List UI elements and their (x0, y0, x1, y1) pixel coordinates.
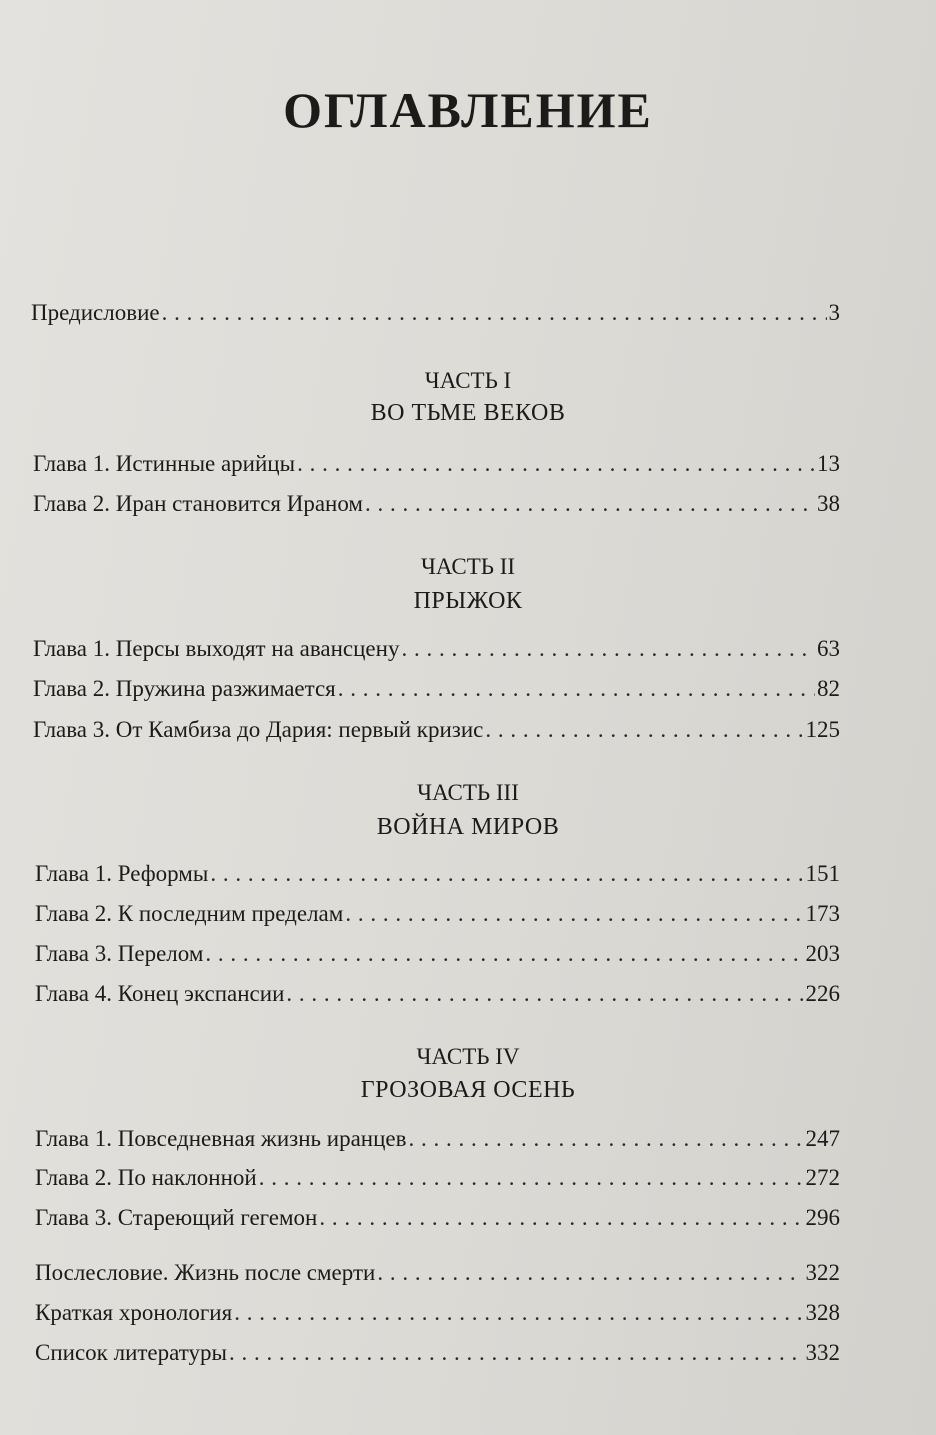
toc-entry (33, 674, 840, 704)
toc-entry (33, 449, 840, 479)
part-heading: ЧАСТЬ II (420, 554, 516, 579)
toc-page-number: 151 (805, 861, 840, 886)
toc-entry-afterword (35, 1258, 840, 1288)
toc-entry-label: Глава 1. Реформы (35, 861, 209, 886)
toc-entry-preface (31, 298, 840, 328)
toc-entry-label: Глава 1. Истинные арийцы (33, 451, 296, 476)
toc-page-number: 226 (805, 981, 840, 1006)
toc-entry-label: Предисловие (31, 300, 160, 325)
toc-entry-chronology (35, 1298, 840, 1328)
toc-entry-label: Послесловие. Жизнь после смерти (35, 1260, 376, 1285)
toc-entry-label: Глава 3. Перелом (35, 941, 204, 966)
dot-leader (408, 1124, 803, 1154)
dot-leader (485, 715, 803, 745)
dot-leader (377, 1258, 803, 1288)
toc-entry (33, 634, 840, 664)
part-name: ВО ТЬМЕ ВЕКОВ (370, 400, 566, 426)
toc-entry (33, 489, 840, 519)
toc-page-number: 13 (817, 451, 840, 476)
dot-leader (365, 489, 815, 519)
toc-entry-label: Глава 1. Персы выходят на авансцену (33, 636, 400, 661)
part-heading: ЧАСТЬ IV (416, 1044, 520, 1069)
toc-page-number: 247 (805, 1126, 840, 1151)
dot-leader (162, 298, 827, 328)
toc-entry-label: Глава 3. Стареющий гегемон (35, 1205, 318, 1230)
dot-leader (401, 634, 815, 664)
toc-page-number: 322 (805, 1260, 840, 1285)
toc-entry-label: Список литературы (35, 1340, 227, 1365)
part-name: ВОЙНА МИРОВ (376, 814, 560, 840)
page-title: ОГЛАВЛЕНИЕ (283, 82, 653, 138)
toc-entry-label: Глава 3. От Камбиза до Дария: первый кризис (33, 717, 484, 742)
toc-entry (35, 979, 840, 1009)
part-name: ПРЫЖОК (413, 588, 523, 614)
dot-leader (286, 979, 803, 1009)
toc-entry (35, 859, 840, 889)
toc-page-number: 328 (805, 1300, 840, 1325)
toc-page-number: 173 (805, 901, 840, 926)
toc-entry-label: Краткая хронология (35, 1300, 233, 1325)
toc-page-number: 82 (817, 676, 840, 701)
toc-entry-label: Глава 2. Иран становится Ираном (33, 491, 363, 516)
part-heading: ЧАСТЬ III (417, 780, 519, 805)
dot-leader (205, 939, 803, 969)
toc-entry (35, 1163, 840, 1193)
toc-page-number: 3 (828, 300, 840, 325)
dot-leader (297, 449, 815, 479)
toc-page-number: 296 (805, 1205, 840, 1230)
toc-page-number: 272 (805, 1165, 840, 1190)
toc-entry (35, 1203, 840, 1233)
toc-entry-label: Глава 2. Пружина разжимается (33, 676, 336, 701)
dot-leader (319, 1203, 803, 1233)
toc-entry-label: Глава 4. Конец экспансии (35, 981, 285, 1006)
toc-page-number: 332 (805, 1340, 840, 1365)
dot-leader (259, 1163, 804, 1193)
dot-leader (229, 1338, 804, 1368)
toc-entry (35, 1124, 840, 1154)
toc-entry-label: Глава 1. Повседневная жизнь иранцев (35, 1126, 407, 1151)
toc-page-number: 203 (805, 941, 840, 966)
toc-page-number: 63 (817, 636, 840, 661)
toc-page-number: 38 (817, 491, 840, 516)
dot-leader (234, 1298, 803, 1328)
part-heading: ЧАСТЬ I (424, 368, 512, 393)
dot-leader (210, 859, 803, 889)
part-name: ГРОЗОВАЯ ОСЕНЬ (360, 1077, 576, 1103)
toc-entry (33, 715, 840, 745)
toc-entry-label: Глава 2. К последним пределам (35, 901, 344, 926)
toc-entry (35, 939, 840, 969)
toc-entry-label: Глава 2. По наклонной (35, 1165, 257, 1190)
toc-page-number: 125 (805, 717, 840, 742)
toc-entry (35, 899, 840, 929)
dot-leader (345, 899, 803, 929)
toc-entry-bibliography (35, 1338, 840, 1368)
dot-leader (338, 674, 815, 704)
